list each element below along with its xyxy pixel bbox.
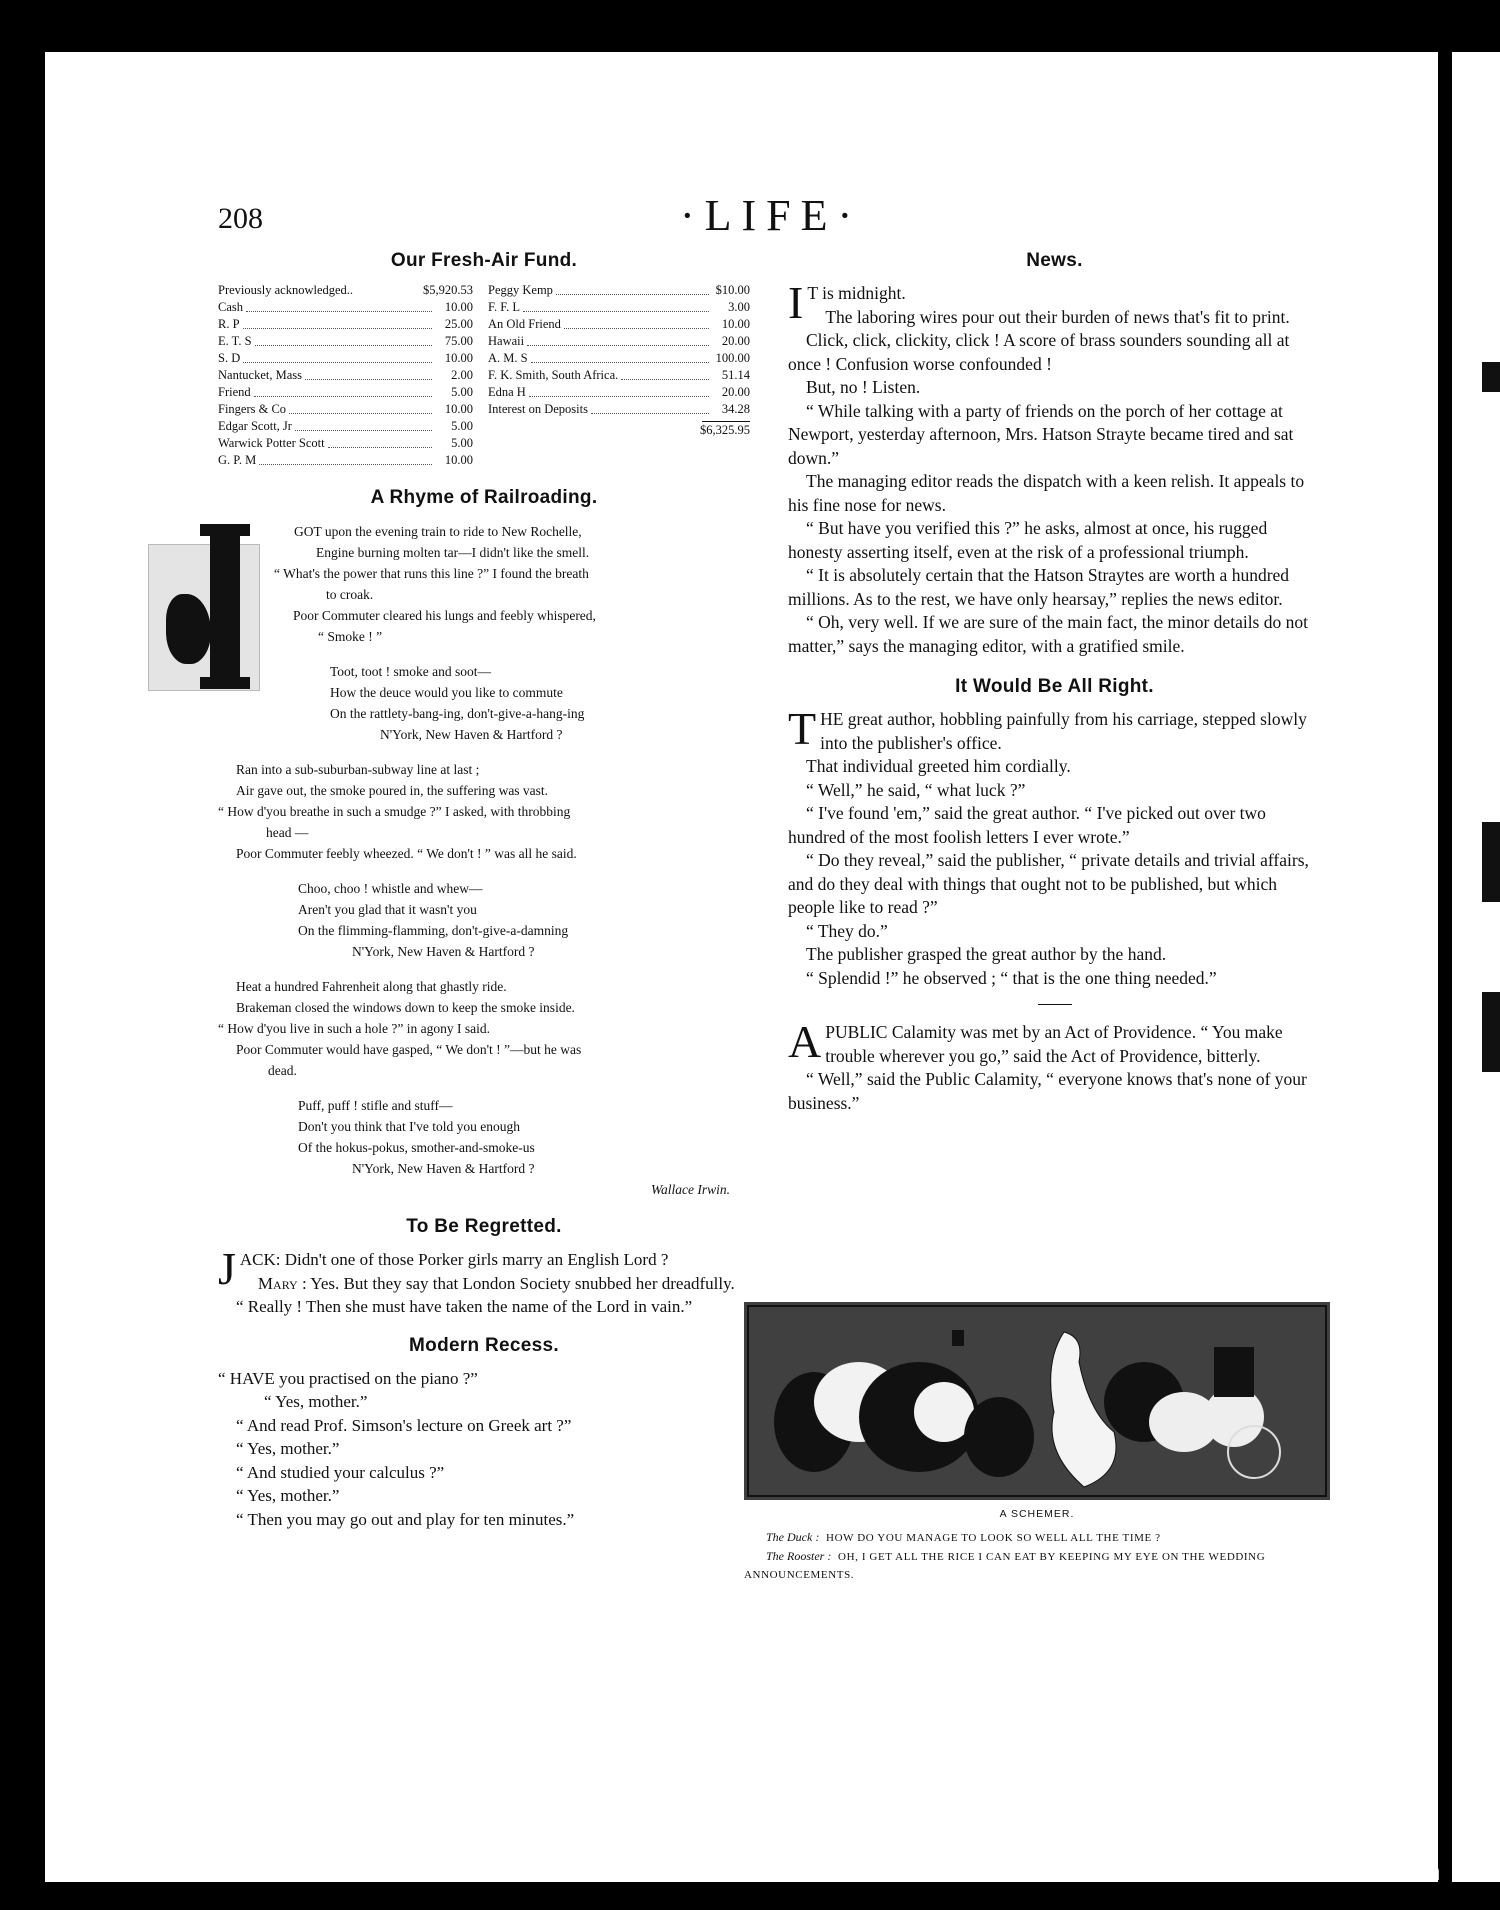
recess-line: “ And read Prof. Simson's lecture on Greek art ?” [236,1415,572,1435]
recess-title: Modern Recess. [409,1334,559,1356]
allright-para: “ Well,” he said, “ what luck ?” [806,779,1026,800]
poem-line: Heat a hundred Fahrenheit along that ghastly ride. [236,979,507,994]
fund-row: Hawaii 20.00 [488,334,750,348]
drop-cap-illustration [148,524,258,686]
poem-line: N'York, New Haven & Hartford ? [380,727,563,742]
fund-left-list [218,282,473,469]
cartoon-caption [744,1508,1330,1584]
news-para: The managing editor reads the dispatch with a keen relish. It appeals to his fine nose for news. [788,471,1305,515]
allright-para: “ Splendid !” he observed ; “ that is the one thing needed.” [806,967,1217,988]
fund-row: E. T. S 75.00 [218,334,473,348]
fund-row: Edgar Scott, Jr 5.00 [218,419,473,433]
poem-line: “ How d'you live in such a hole ?” in agony I said. [218,1021,490,1036]
fund-row: Friend 5.00 [218,385,473,399]
allright-para: “ I've found 'em,” said the great author. “ I've picked out over two hundred of the most foolish letters I ever wrote.” [788,803,1266,847]
allright-title: It Would Be All Right. [955,676,1154,697]
adjacent-page-mark [1482,822,1500,902]
poem-line: “ What's the power that runs this line ?” I found the breath [274,566,589,581]
fund-title: Our Fresh-Air Fund. [390,250,578,271]
fund-row: F. K. Smith, South Africa. 51.14 [488,368,750,382]
fund-row: G. P. M 10.00 [218,453,473,467]
allright-para: THE great author, hobbling painfully from his carriage, stepped slowly into the publisher's office. [788,703,1307,754]
page-number: 208 [218,202,263,235]
poem-line: Aren't you glad that it wasn't you [298,902,477,917]
fund-row: A. M. S 100.00 [488,351,750,365]
allright-para: “ Do they reveal,” said the publisher, “ private details and trivial affairs, and do they deal with things that ought not to be published, but which people like to read ?” [788,850,1309,917]
fund-right-list [488,282,750,469]
right-column [788,250,1321,1115]
adjacent-page-mark [1482,362,1500,392]
cartoon-birds-drawing [744,1302,1330,1500]
poem-line: GOT upon the evening train to ride to New Rochelle, [294,524,582,539]
news-para: I T is midnight. [788,277,906,328]
poem-signature: Wallace Irwin. [651,1182,730,1197]
news-para: Click, click, clickity, click ! A score of brass sounders sounding all at once ! Confusion worse confounded ! [788,330,1290,374]
news-para: But, no ! Listen. [806,377,921,397]
recess-line: “ Yes, mother.” [236,1486,340,1505]
recess-line: “ Yes, mother.” [236,1439,340,1458]
poem-line: Choo, choo ! whistle and whew— [298,881,483,896]
poem-line: Brakeman closed the windows down to keep the smoke inside. [236,1000,575,1015]
poem-line: N'York, New Haven & Hartford ? [352,944,535,959]
site-watermark: comicbooks.com [1228,1856,1441,1886]
fund-row: Peggy Kemp $10.00 [488,283,750,297]
poem-line: to croak. [326,587,374,602]
news-para: “ Oh, very well. If we are sure of the main fact, the minor details do not matter,” says the managing editor, with a gratified smile. [788,612,1308,656]
poem-line: Ran into a sub-suburban-subway line at last ; [236,762,480,777]
recess-line: “ HAVE you practised on the piano ?” [218,1368,478,1388]
news-para: “ But have you verified this ?” he asks, almost at once, his rugged honesty asserting itself, even at the risk of a professional triumph. [788,518,1268,562]
poem-line: On the flimming-flamming, don't-give-a-damning [298,923,569,938]
left-column [218,250,750,1531]
poem-line: How the deuce would you like to commute [330,685,563,700]
news-para: “ It is absolutely certain that the Hatson Straytes are worth a hundred millions. As to the rest, we have only hearsay,” replies the news editor. [788,565,1290,609]
calamity-para: APUBLIC Calamity was met by an Act of Providence. “ You make trouble wherever you go,” said the Act of Providence, bitterly. [788,1016,1283,1067]
fund-row: Warwick Potter Scott 5.00 [218,436,473,450]
calamity-para: “ Well,” said the Public Calamity, “ everyone knows that's none of your business.” [788,1069,1307,1113]
rhyme-poem [218,521,750,1200]
regretted-title: To Be Regretted. [406,1216,562,1237]
cartoon-dialog-line: The Duck : HOW DO YOU MANAGE TO LOOK SO WELL ALL THE TIME ? [766,1530,1161,1544]
fund-row: R. P 25.00 [218,317,473,331]
regretted-para: Mary : Yes. But they say that London Society snubbed her dreadfully. [257,1273,735,1293]
fund-row: An Old Friend 10.00 [488,317,750,331]
fund-row: S. D 10.00 [218,351,473,365]
recess-line: “ And studied your calculus ?” [236,1462,445,1482]
cartoon-dialog-line: The Rooster : OH, I GET ALL THE RICE I CAN EAT BY KEEPING MY EYE ON THE WEDDING ANNOUNCEMENTS. [744,1549,1266,1581]
poem-line: dead. [268,1063,297,1078]
poem-line: On the rattlety-bang-ing, don't-give-a-hang-ing [330,706,585,721]
news-para: The laboring wires pour out their burden of news that's fit to print. [825,306,1290,327]
rhyme-title: A Rhyme of Railroading. [370,487,598,508]
poem-line: Puff, puff ! stifle and stuff— [298,1098,453,1113]
poem-line: N'York, New Haven & Hartford ? [352,1161,535,1176]
fund-total: $6,325.95 [700,423,750,437]
fund-row: Edna H 20.00 [488,385,750,399]
news-title: News. [1026,250,1083,271]
poem-line: Toot, toot ! smoke and soot— [330,664,492,679]
section-divider [1038,1004,1072,1005]
recess-line: “ Yes, mother.” [264,1392,368,1411]
poem-line: “ How d'you breathe in such a smudge ?” I asked, with throbbing [218,804,571,819]
fund-row: Previously acknowledged.. $5,920.53 [218,283,473,297]
masthead: ·LIFE· [680,191,863,240]
poem-line: Poor Commuter cleared his lungs and feebly whispered, [293,608,596,623]
fund-row: Cash 10.00 [218,300,473,314]
poem-line: Engine burning molten tar—I didn't like the smell. [316,545,590,560]
cartoon-illustration [744,1302,1330,1500]
cartoon-title: A SCHEMER. [999,1508,1075,1520]
fund-row: Nantucket, Mass 2.00 [218,368,473,382]
poem-line: Poor Commuter would have gasped, “ We don't ! ”—but he was [236,1042,582,1057]
allright-para: “ They do.” [806,920,888,941]
poem-line: Poor Commuter feebly wheezed. “ We don't ! ” was all he said. [236,846,577,861]
allright-para: That individual greeted him cordially. [806,756,1071,776]
fund-table [218,282,750,469]
fund-row: F. F. L 3.00 [488,300,750,314]
poem-line: head — [266,825,309,840]
fund-row: Fingers & Co 10.00 [218,402,473,416]
poem-line: Air gave out, the smoke poured in, the suffering was vast. [236,783,549,798]
poem-line: Of the hokus-pokus, smother-and-smoke-us [298,1140,535,1155]
poem-line: Don't you think that I've told you enough [298,1119,520,1134]
adjacent-page-edge [1452,52,1500,1882]
regretted-para: JACK: Didn't one of those Porker girls marry an English Lord ? [218,1243,669,1294]
fund-row: Interest on Deposits 34.28 [488,402,750,416]
adjacent-page-mark [1482,992,1500,1072]
news-para: “ While talking with a party of friends on the porch of her cottage at Newport, yesterday afternoon, Mrs. Hatson Strayte became tired and sat down.” [788,400,1294,468]
regretted-para: “ Really ! Then she must have taken the name of the Lord in vain.” [236,1297,693,1316]
allright-para: The publisher grasped the great author by the hand. [806,944,1167,964]
poem-line: “ Smoke ! ” [318,629,383,644]
recess-line: “ Then you may go out and play for ten minutes.” [236,1509,575,1529]
